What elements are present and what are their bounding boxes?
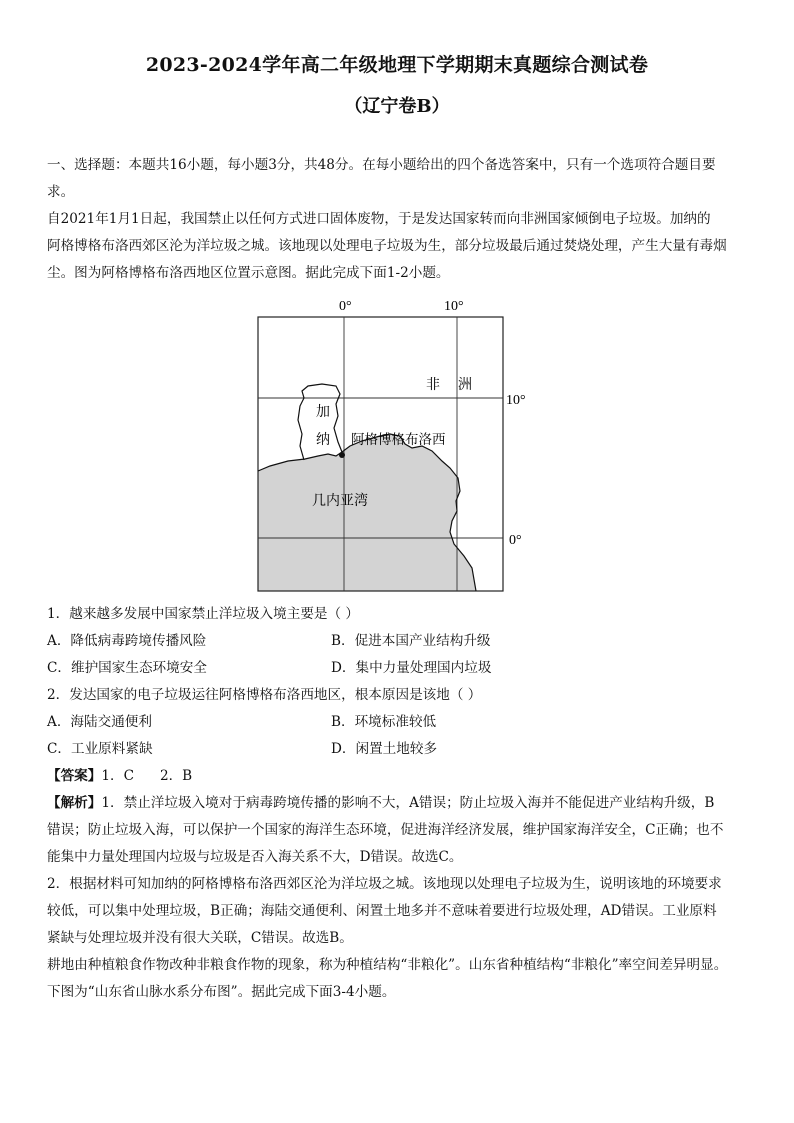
question-2-stem: 2．发达国家的电子垃圾运往阿格博格布洛西地区，根本原因是该地（ ） (47, 687, 482, 703)
intro-section (47, 152, 753, 287)
answer-text: 1．C 2．B (101, 768, 193, 784)
location-map (250, 296, 550, 594)
city-marker-dot (339, 452, 345, 458)
country-label-na: 纳 (316, 432, 330, 448)
exam-subtitle: （辽宁卷B） (344, 96, 450, 117)
question-2-option-a: A．海陆交通便利 (47, 714, 152, 730)
question-2-options-row-2 (47, 736, 753, 763)
question-1-options-row-2 (47, 655, 753, 682)
question-1-option-b: B．促进本国产业结构升级 (331, 633, 491, 649)
passage-line-3: 尘。图为阿格博格布洛西地区位置示意图。据此完成下面1-2小题。 (47, 265, 450, 281)
question-2-options-row-1 (47, 709, 753, 736)
answer-line (47, 763, 753, 790)
lon-label-0: 0° (339, 299, 352, 314)
ghana-border (298, 384, 342, 460)
continent-label-zhou: 洲 (458, 377, 472, 393)
location-map-svg (250, 296, 550, 594)
analysis-line-5: 较低，可以集中处理垃圾，B正确；海陆交通便利、闲置土地多并不意味着要进行垃圾处理，AD错误。工业原料 (47, 903, 717, 919)
exam-title: 2023-2024学年高二年级地理下学期期末真题综合测试卷 (145, 54, 649, 76)
question-2-option-d: D．闲置土地较多 (331, 741, 438, 757)
answer-tag: 【答案】 (47, 768, 102, 784)
continent-label-fei: 非 (426, 377, 440, 393)
lat-label-10: 10° (506, 393, 526, 408)
next-passage-line-1: 耕地由种植粮食作物改种非粮食作物的现象，称为种植结构“非粮化”。山东省种植结构“非粮化”率空间差异明显。 (47, 957, 728, 973)
lon-label-10: 10° (444, 299, 464, 314)
gulf-label: 几内亚湾 (312, 493, 368, 509)
analysis-tag: 【解析】 (47, 795, 102, 811)
analysis-line-3: 能集中力量处理国内垃圾与垃圾是否入海关系不大，D错误。故选C。 (47, 849, 463, 865)
city-label: 阿格博格布洛西 (351, 432, 446, 448)
question-1-stem: 1．越来越多发展中国家禁止洋垃圾入境主要是（ ） (47, 606, 360, 622)
analysis-text-1: 1．禁止洋垃圾入境对于病毒跨境传播的影响不大，A错误；防止垃圾入海并不能促进产业结构升级，B (101, 795, 715, 811)
question-2-option-c: C．工业原料紧缺 (47, 741, 153, 757)
lat-label-0: 0° (509, 533, 522, 548)
passage-line-2: 阿格博格布洛西郊区沦为洋垃圾之城。该地现以处理电子垃圾为生，部分垃圾最后通过焚烧处理，产生大量有毒烟 (47, 238, 727, 254)
section-instruction-line-1: 一、选择题：本题共16小题，每小题3分，共48分。在每小题给出的四个备选答案中，只有一个选项符合题目要 (47, 157, 716, 173)
section-instruction-line-2: 求。 (47, 184, 75, 200)
analysis-line-2: 错误；防止垃圾入海，可以保护一个国家的海洋生态环境，促进海洋经济发展，维护国家海洋安全，C正确；也不 (47, 822, 724, 838)
gulf-of-guinea-sea (258, 434, 476, 591)
questions-section (47, 601, 753, 1006)
analysis-line-1 (47, 790, 753, 817)
country-label-jia: 加 (316, 404, 330, 420)
question-1-option-a: A．降低病毒跨境传播风险 (47, 633, 207, 649)
passage-line-1: 自2021年1月1日起，我国禁止以任何方式进口固体废物，于是发达国家转而向非洲国家倾倒电子垃圾。加纳的 (47, 211, 711, 227)
question-1-options-row-1 (47, 628, 753, 655)
question-1-option-c: C．维护国家生态环境安全 (47, 660, 207, 676)
question-2-option-b: B．环境标准较低 (331, 714, 437, 730)
analysis-line-6: 紧缺与处理垃圾并没有很大关联，C错误。故选B。 (47, 930, 353, 946)
next-passage-line-2: 下图为“山东省山脉水系分布图”。据此完成下面3-4小题。 (47, 984, 396, 1000)
question-1-option-d: D．集中力量处理国内垃圾 (331, 660, 492, 676)
analysis-line-4: 2．根据材料可知加纳的阿格博格布洛西郊区沦为洋垃圾之城。该地现以处理电子垃圾为生，说明该地的环境要求 (47, 876, 722, 892)
